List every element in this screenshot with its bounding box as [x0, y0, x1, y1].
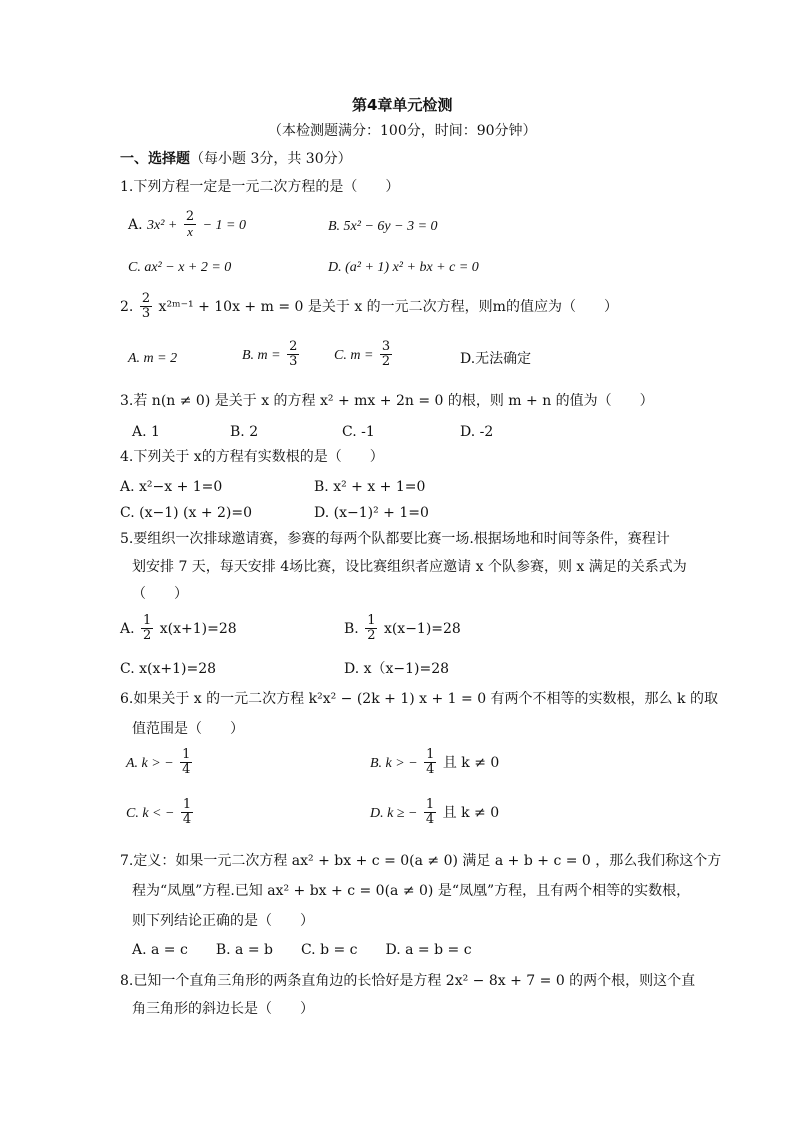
q1-a-den: x	[187, 224, 193, 240]
q6-a-label: A. k > −	[126, 755, 174, 771]
q2-num: 2	[141, 291, 151, 306]
q6-b-fraction	[424, 748, 436, 778]
q2-option-d: D.无法确定	[460, 351, 532, 367]
q6-option-d	[370, 798, 499, 828]
q3-option-a: A. 1	[132, 424, 160, 440]
q1-a-post: − 1 = 0	[202, 217, 246, 233]
q6-c-label: C. k < −	[126, 805, 175, 821]
q6-a-num: 1	[182, 747, 191, 762]
q2-fraction	[140, 292, 152, 322]
q6-d-post: 且 k ≠ 0	[442, 804, 500, 821]
page-subtitle: （本检测题满分：100分，时间：90分钟）	[268, 123, 537, 139]
q6-c-fraction	[181, 798, 193, 828]
q6-option-b	[370, 748, 499, 778]
q6-d-den: 4	[425, 812, 435, 828]
q7-line-1: 7.定义：如果一元二次方程 ax² + bx + c = 0(a ≠ 0) 满足 a + b + c = 0 ，那么我们称这个方	[120, 853, 722, 869]
q5-a-label: A.	[120, 620, 135, 637]
q5-line-1: 5.要组织一次排球邀请赛，参赛的每两个队都要比赛一场.根据场地和时间等条件，赛程计	[120, 531, 670, 547]
q8-line-2: 角三角形的斜边长是（ ）	[132, 1001, 314, 1017]
q6-b-label: B. k > −	[370, 755, 418, 771]
q3-option-c: C. -1	[342, 424, 375, 440]
q4-stem: 4.下列关于 x的方程有实数根的是（ ）	[120, 449, 384, 465]
q3-option-d: D. -2	[460, 424, 494, 440]
q2-den: 3	[141, 306, 151, 322]
q1-option-a	[128, 210, 246, 240]
q2-option-a: A. m = 2	[128, 351, 178, 366]
q6-option-a	[126, 748, 194, 778]
q2-lead: 2.	[120, 298, 134, 315]
q5-a-fraction	[141, 614, 153, 644]
q1-a-pre: 3x² +	[147, 217, 178, 233]
q7-options: A. a = c B. a = b C. b = c D. a = b = c	[132, 942, 472, 958]
q4-option-d: D. (x−1)² + 1=0	[314, 505, 429, 521]
q4-option-b: B. x² + x + 1=0	[314, 479, 426, 495]
q6-option-c	[126, 798, 195, 828]
q2-option-b	[242, 340, 301, 370]
q1-option-d: D. (a² + 1) x² + bx + c = 0	[328, 260, 479, 275]
page-title: 第4章单元检测	[352, 96, 453, 114]
q6-c-num: 1	[182, 797, 192, 812]
q6-c-den: 4	[182, 812, 192, 828]
q5-b-label: B.	[344, 620, 359, 637]
q1-option-c: C. ax² − x + 2 = 0	[128, 260, 232, 275]
q6-a-fraction	[180, 748, 192, 778]
q5-a-post: x(x+1)=28	[159, 620, 237, 637]
q6-d-num: 1	[425, 797, 435, 812]
q4-option-c: C. (x−1) (x + 2)=0	[120, 505, 253, 521]
q5-b-den: 2	[367, 628, 376, 644]
section-note: （每小题 3分，共 30分）	[190, 151, 352, 167]
q6-d-label: D. k ≥ −	[370, 805, 418, 821]
q2-b-label: B. m =	[242, 347, 281, 363]
q5-line-2: 划安排 7 天，每天安排 4场比赛，设比赛组织者应邀请 x 个队参赛，则 x 满足的关系式为	[132, 559, 687, 575]
q5-b-num: 1	[367, 613, 376, 628]
q7-line-2: 程为“凤凰”方程.已知 ax² + bx + c = 0(a ≠ 0) 是“凤凰”方程，且有两个相等的实数根，	[132, 883, 691, 899]
q6-b-num: 1	[426, 747, 435, 762]
q6-line-2: 值范围是（ ）	[132, 721, 244, 737]
q1-a-label: A.	[128, 216, 143, 233]
q5-b-post: x(x−1)=28	[383, 620, 461, 637]
q2-b-fraction	[287, 340, 299, 370]
q1-a-num: 2	[185, 209, 195, 224]
q3-option-b: B. 2	[230, 424, 259, 440]
q5-line-3: （ ）	[132, 586, 188, 602]
q6-d-fraction	[424, 798, 436, 828]
q5-option-b	[344, 614, 461, 644]
q5-a-num: 1	[143, 613, 152, 628]
q7-line-3: 则下列结论正确的是（ ）	[132, 913, 314, 929]
q1-option-b: B. 5x² − 6y − 3 = 0	[328, 219, 438, 234]
section-title: 一、选择题	[120, 151, 190, 167]
q4-option-a: A. x²−x + 1=0	[120, 479, 223, 495]
q6-line-1: 6.如果关于 x 的一元二次方程 k²x² − (2k + 1) x + 1 = 0 有两个不相等的实数根，那么 k 的取	[120, 691, 718, 707]
q5-b-fraction	[365, 614, 377, 644]
q2-c-num: 3	[381, 339, 391, 354]
q2-option-c	[334, 340, 394, 370]
q5-option-d: D. x（x−1)=28	[344, 661, 450, 677]
q2-c-den: 2	[381, 354, 391, 370]
q1-a-fraction	[184, 210, 196, 240]
q2-stem	[120, 292, 618, 322]
q6-b-post: 且 k ≠ 0	[442, 754, 500, 771]
q6-a-den: 4	[182, 762, 191, 778]
q2-expr: x²ᵐ⁻¹ + 10x + m = 0 是关于 x 的一元二次方程，则m的值应为（ ）	[158, 298, 618, 315]
q2-b-den: 3	[289, 354, 298, 370]
section-heading	[120, 150, 352, 168]
q5-a-den: 2	[143, 628, 152, 644]
q8-line-1: 8.已知一个直角三角形的两条直角边的长恰好是方程 2x² − 8x + 7 = 0 的两个根，则这个直	[120, 973, 696, 989]
q2-c-fraction	[380, 340, 392, 370]
q1-stem: 1.下列方程一定是一元二次方程的是（ ）	[120, 179, 400, 195]
q2-c-label: C. m =	[334, 347, 374, 363]
q5-option-a	[120, 614, 237, 644]
q6-b-den: 4	[426, 762, 435, 778]
q2-b-num: 2	[289, 339, 298, 354]
q5-option-c: C. x(x+1)=28	[120, 661, 217, 677]
q3-stem: 3.若 n(n ≠ 0) 是关于 x 的方程 x² + mx + 2n = 0 的根，则 m + n 的值为（ ）	[120, 393, 654, 409]
